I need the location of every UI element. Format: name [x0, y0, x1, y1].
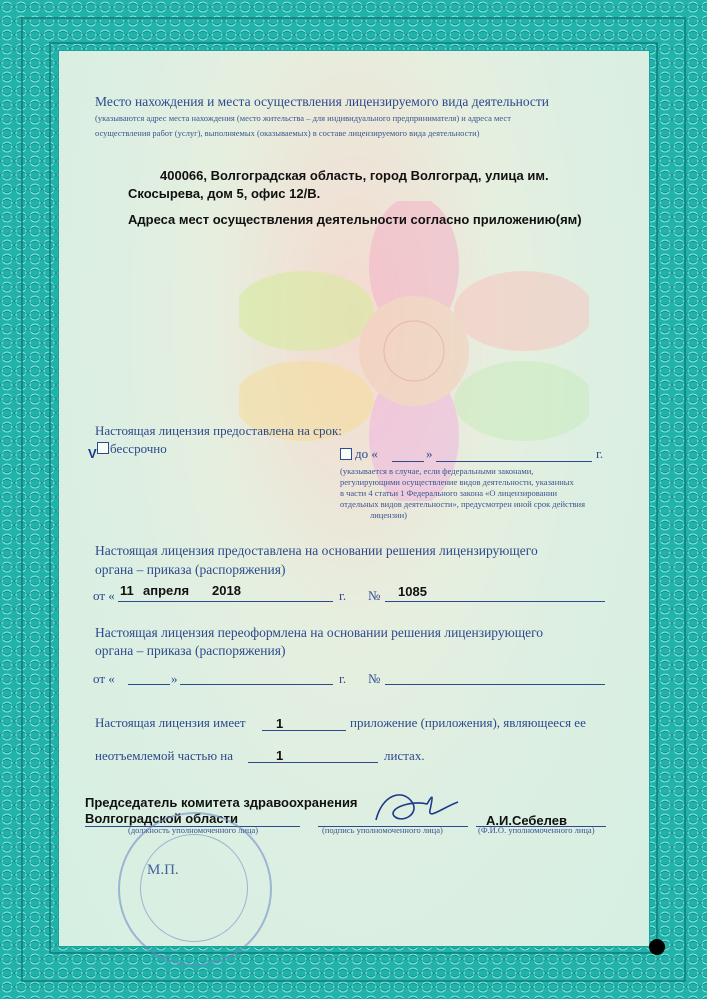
reissue-g: г. — [339, 671, 347, 686]
basis-line-1: Настоящая лицензия предоставлена на основании решения лицензирующего — [95, 543, 538, 558]
until-date-line — [436, 461, 592, 462]
location-heading: Место нахождения и места осуществления лицензируемого вида деятельности — [95, 94, 550, 109]
reissue-line-2: органа – приказа (распоряжения) — [95, 643, 286, 658]
reissue-mid: » — [171, 671, 178, 686]
basis-line-2: органа – приказа (распоряжения) — [95, 562, 286, 577]
sheets-prefix: неотъемлемой частью на — [95, 748, 234, 763]
basis-from: от « — [93, 588, 115, 603]
unlimited-checkbox — [97, 442, 109, 454]
location-note-1: (указываются адрес места нахождения (место жительства – для индивидуального предпринимателя) и адреса мест — [95, 113, 511, 123]
basis-month: апреля — [143, 583, 190, 598]
term-heading: Настоящая лицензия предоставлена на срок: — [95, 423, 342, 438]
until-mid: » — [426, 446, 433, 461]
until-prefix: до « — [355, 446, 378, 461]
reissue-day-line — [128, 684, 170, 685]
until-day-line — [392, 461, 424, 462]
annex-count-line — [262, 730, 346, 731]
annex-address-note: Адреса мест осуществления деятельности согласно приложению(ям) — [128, 212, 582, 227]
official-seal — [118, 812, 272, 966]
signer-position-1: Председатель комитета здравоохранения — [85, 795, 358, 810]
signer-position-2: Волгоградской области — [85, 811, 238, 826]
reissue-no: № — [368, 671, 381, 686]
reissue-from: от « — [93, 671, 115, 686]
stamp-place-label: М.П. — [147, 862, 179, 878]
sheets-suffix: листах. — [384, 748, 425, 763]
signature-caption: (подпись уполномоченного лица) — [322, 825, 443, 835]
until-checkbox — [340, 448, 352, 460]
basis-g: г. — [339, 588, 347, 603]
annex-suffix: приложение (приложения), являющееся ее — [350, 715, 586, 730]
basis-number: 1085 — [398, 584, 427, 599]
binding-hole — [649, 939, 665, 955]
term-note-5: лицензии) — [370, 510, 407, 520]
handwritten-signature — [372, 790, 462, 830]
annex-prefix: Настоящая лицензия имеет — [95, 715, 246, 730]
location-note-2: осуществления работ (услуг), выполняемых (оказываемых) в составе лицензируемого вида деятельности) — [95, 128, 480, 138]
until-suffix: г. — [596, 446, 604, 461]
reissue-date-line — [180, 684, 333, 685]
term-mark: V — [88, 446, 97, 461]
term-note-2: регулирующими осуществление видов деятельности, указанных — [340, 477, 574, 487]
basis-no: № — [368, 588, 381, 603]
reissue-number-line — [385, 684, 605, 685]
unlimited-label: бессрочно — [110, 441, 167, 456]
sheets-count: 1 — [276, 748, 284, 763]
basis-date-line — [118, 601, 333, 602]
basis-day: 11 — [120, 583, 134, 598]
annex-count: 1 — [276, 716, 284, 731]
term-note-4: отдельных видов деятельности», предусмотрен иной срок действия — [340, 499, 586, 509]
basis-year: 2018 — [212, 583, 241, 598]
signer-name: А.И.Себелев — [486, 813, 567, 828]
reissue-line-1: Настоящая лицензия переоформлена на основании решения лицензирующего — [95, 625, 544, 640]
term-note-1: (указывается в случае, если федеральными законами, — [340, 466, 534, 476]
basis-number-line — [385, 601, 605, 602]
position-caption: (должность уполномоченного лица) — [128, 825, 259, 835]
term-note-3: в части 4 статьи 1 Федерального закона «О лицензировании — [340, 488, 558, 498]
rosette-ornament — [239, 201, 589, 501]
address-line-1: 400066, Волгоградская область, город Волгоград, улица им. — [160, 168, 549, 183]
sheets-line — [248, 762, 378, 763]
address-line-2: Скосырева, дом 5, офис 12/В. — [128, 186, 321, 201]
name-caption: (Ф.И.О. уполномоченного лица) — [478, 825, 595, 835]
